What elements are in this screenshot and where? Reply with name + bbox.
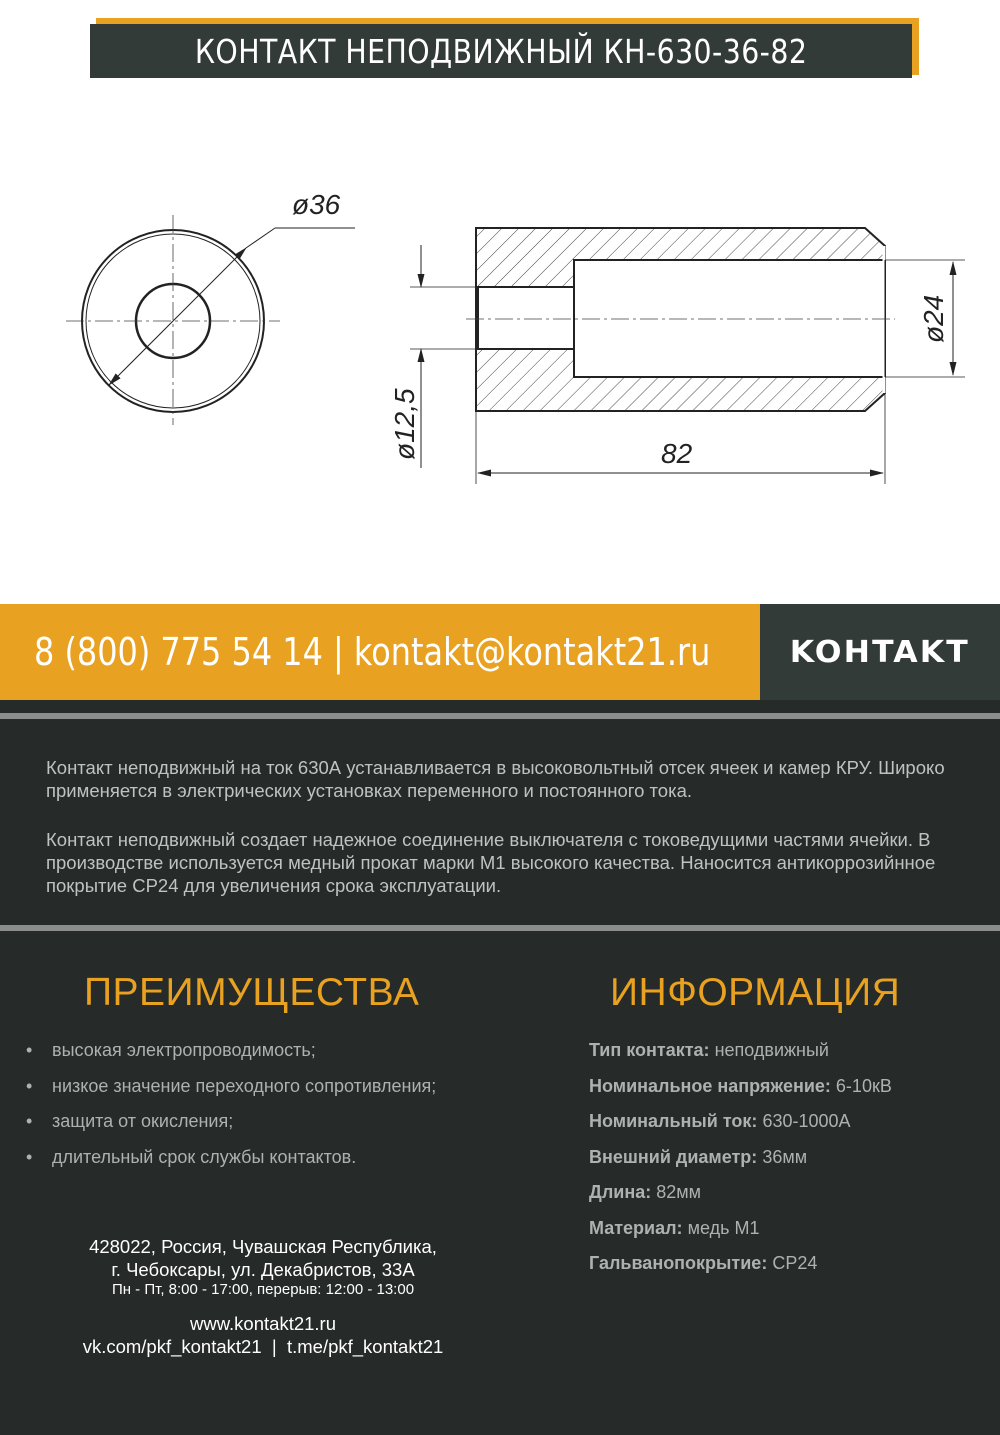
info-label: Длина: — [589, 1182, 652, 1202]
description-paragraph-2: Контакт неподвижный создает надежное соединение выключателя с токоведущими частями ячейки. В производстве используется медный прокат марки М1 высокого качества. Наносится антикоррозийнное покрытие СР24 для увеличения срока эксплуатации. — [46, 829, 936, 896]
logo-box — [760, 604, 1000, 700]
info-row — [589, 1147, 892, 1183]
info-list — [589, 1040, 892, 1289]
advantages-list — [26, 1040, 436, 1182]
info-value: 82мм — [656, 1182, 701, 1202]
company-logo: KOHTAKT — [789, 634, 971, 670]
description-paragraph-1: Контакт неподвижный на ток 630А устанавливается в высоковольтный отсек ячеек и камер КРУ. Широко применяется в электрических установках переменного и постоянного тока. — [46, 757, 945, 801]
list-item: • низкое значение переходного сопротивления; — [26, 1075, 437, 1096]
info-value: неподвижный — [714, 1040, 829, 1060]
technical-drawing — [0, 150, 1000, 530]
info-row — [589, 1111, 892, 1147]
info-value: 36мм — [762, 1146, 808, 1167]
address-line-2: г. Чебоксары, ул. Декабристов, 33А — [111, 1259, 415, 1280]
dim-outer-label: ø36 — [292, 189, 341, 220]
info-label: Номинальное напряжение: — [589, 1075, 831, 1096]
dim-hole-label: ø12,5 — [389, 388, 420, 460]
info-value: 6-10кВ — [835, 1075, 892, 1096]
section-view — [389, 228, 965, 484]
list-item: • длительный срок службы контактов. — [26, 1146, 357, 1167]
info-label: Гальванопокрытие: — [589, 1253, 768, 1273]
divider-middle — [0, 925, 1000, 931]
website-link[interactable]: www.kontakt21.ru — [189, 1313, 336, 1334]
dim-length-label: 82 — [661, 438, 693, 469]
page-title: КОНТАКТ НЕПОДВИЖНЫЙ КН-630-36-82 — [194, 31, 808, 71]
info-label: Тип контакта: — [589, 1040, 710, 1060]
info-value: 630-1000А — [762, 1111, 851, 1131]
social-links[interactable]: vk.com/pkf_kontakt21 | t.me/pkf_kontakt21 — [82, 1336, 444, 1357]
info-value: медь М1 — [687, 1217, 760, 1238]
list-item: • высокая электропроводимость; — [26, 1040, 316, 1060]
info-heading: ИНФОРМАЦИЯ — [610, 971, 901, 1014]
advantage-text: высокая электропроводимость; — [52, 1040, 316, 1060]
contact-line[interactable]: 8 (800) 775 54 14 | kontakt@kontakt21.ru — [34, 630, 711, 674]
info-row — [589, 1076, 892, 1112]
info-label: Материал: — [589, 1217, 683, 1238]
info-row — [589, 1253, 892, 1289]
info-row — [589, 1182, 892, 1218]
office-hours: Пн - Пт, 8:00 - 17:00, перерыв: 12:00 - 13:00 — [111, 1281, 415, 1298]
info-value: СР24 — [772, 1253, 818, 1273]
advantage-text: низкое значение переходного сопротивления; — [52, 1075, 437, 1096]
advantage-text: длительный срок службы контактов. — [52, 1146, 357, 1167]
address-line-1: 428022, Россия, Чувашская Республика, — [89, 1236, 437, 1257]
advantage-text: защита от окисления; — [52, 1111, 234, 1131]
info-row — [589, 1040, 892, 1076]
title-bar — [90, 24, 912, 78]
divider-top — [0, 713, 1000, 719]
info-label: Номинальный ток: — [589, 1111, 758, 1131]
contact-band — [0, 604, 760, 700]
advantages-heading: ПРЕИМУЩЕСТВА — [84, 971, 420, 1014]
info-row — [589, 1218, 892, 1254]
end-view — [66, 189, 355, 425]
dim-inner-label: ø24 — [918, 294, 949, 343]
list-item: • защита от окисления; — [26, 1111, 234, 1131]
info-label: Внешний диаметр: — [589, 1146, 758, 1167]
